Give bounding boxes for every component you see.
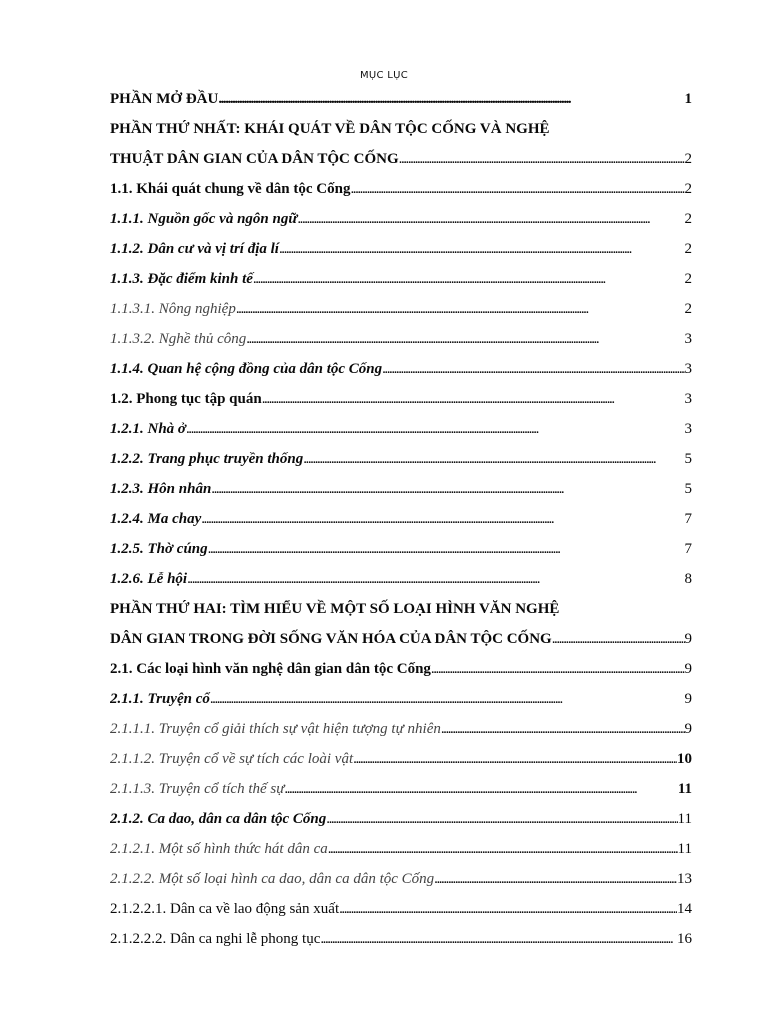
dot-leader — [303, 450, 684, 468]
toc-entry[interactable] — [110, 176, 692, 198]
toc-entry-title: PHẦN THỨ NHẤT: KHÁI QUÁT VỀ DÂN TỘC CỐNG VÀ NGHỆ — [110, 121, 550, 137]
toc-entry-page: 11 — [677, 841, 692, 857]
toc-entry-page: 3 — [684, 331, 692, 347]
dot-leader — [350, 180, 684, 198]
toc-entry[interactable] — [110, 416, 692, 438]
toc-entry-title: 2.1.1.2. Truyện cổ về sự tích các loài vật — [110, 751, 354, 767]
toc-entry-page: 7 — [684, 511, 692, 527]
toc-entry-title: 1.1.3. Đặc điểm kinh tế — [110, 271, 253, 287]
dot-leader — [552, 630, 685, 648]
toc-entry[interactable] — [110, 596, 692, 618]
toc-entry-page: 3 — [684, 391, 692, 407]
toc-entry-title: 1.2. Phong tục tập quán — [110, 391, 262, 407]
dot-leader — [186, 420, 685, 438]
dot-leader — [187, 570, 684, 588]
dot-leader — [297, 210, 684, 228]
toc-entry-page: 2 — [684, 271, 692, 287]
toc-entry-title: 1.2.3. Hôn nhân — [110, 481, 212, 497]
dot-leader — [218, 90, 684, 108]
toc-entry-title: 2.1.2.2.1. Dân ca về lao động sản xuất — [110, 901, 340, 917]
toc-entry-title: 2.1.2.2. Một số loại hình ca dao, dân ca dân tộc Cống — [110, 871, 435, 887]
toc-entry[interactable] — [110, 686, 692, 708]
toc-entry-title: 1.1.1. Nguồn gốc và ngôn ngữ — [110, 211, 298, 227]
toc-entry[interactable] — [110, 356, 692, 378]
toc-entry[interactable] — [110, 506, 692, 528]
toc-entry-page: 13 — [677, 871, 692, 887]
toc-entry-title: 1.1.4. Quan hệ cộng đồng của dân tộc Cống — [110, 361, 383, 377]
toc-entry[interactable] — [110, 206, 692, 228]
toc-entry-title: PHẦN THỨ HAI: TÌM HIỂU VỀ MỘT SỐ LOẠI HÌNH VĂN NGHỆ — [110, 601, 560, 617]
toc-entry[interactable] — [110, 296, 692, 318]
dot-leader — [353, 750, 677, 768]
toc-entry-page: 2 — [684, 151, 692, 167]
toc-entry-page: 1 — [684, 91, 692, 107]
toc-entry[interactable] — [110, 116, 692, 138]
toc-entry[interactable] — [110, 236, 692, 258]
dot-leader — [434, 870, 677, 888]
toc-entry-title: THUẬT DÂN GIAN CỦA DÂN TỘC CỐNG — [110, 151, 399, 167]
toc-entry-title: DÂN GIAN TRONG ĐỜI SỐNG VĂN HÓA CỦA DÂN TỘC CỐNG — [110, 631, 552, 647]
dot-leader — [253, 270, 685, 288]
toc-entry-page: 2 — [684, 181, 692, 197]
toc-entry[interactable] — [110, 656, 692, 678]
dot-leader — [399, 150, 685, 168]
dot-leader — [262, 390, 685, 408]
dot-leader — [279, 240, 685, 258]
dot-leader — [326, 810, 677, 828]
dot-leader — [201, 510, 684, 528]
toc-entry-title: 2.1. Các loại hình văn nghệ dân gian dân tộc Cống — [110, 661, 431, 677]
dot-leader — [382, 360, 684, 378]
toc-heading: MỤC LỤC — [359, 70, 409, 81]
toc-entry-title: 1.1.3.1. Nông nghiệp — [110, 301, 236, 317]
toc-entry-page: 5 — [684, 481, 692, 497]
toc-entry-page: 16 — [677, 931, 692, 947]
toc-entry-title: 1.1.2. Dân cư và vị trí địa lí — [110, 241, 279, 257]
toc-entry-page: 14 — [677, 901, 692, 917]
toc-entry-page: 2 — [684, 301, 692, 317]
dot-leader — [208, 540, 685, 558]
toc-entry[interactable] — [110, 476, 692, 498]
dot-leader — [211, 480, 684, 498]
toc-entry-page: 9 — [684, 691, 692, 707]
toc-entry-page: 2 — [684, 241, 692, 257]
toc-entry[interactable] — [110, 266, 692, 288]
dot-leader — [246, 330, 684, 348]
toc-entry-page: 7 — [684, 541, 692, 557]
dot-leader — [210, 690, 685, 708]
toc-entry[interactable] — [110, 776, 692, 798]
toc-entry-title: 1.2.1. Nhà ở — [110, 421, 186, 437]
toc-entry[interactable] — [110, 746, 692, 768]
toc-entry-title: 2.1.1.3. Truyện cổ tích thế sự — [110, 781, 285, 797]
toc-entry-title: 2.1.2.1. Một số hình thức hát dân ca — [110, 841, 328, 857]
toc-entry-page: 10 — [677, 751, 692, 767]
toc-entry-title: 1.1.3.2. Nghề thủ công — [110, 331, 247, 347]
toc-entry[interactable] — [110, 716, 692, 738]
toc-entry[interactable] — [110, 536, 692, 558]
toc-entry-title: 1.2.6. Lễ hội — [110, 571, 188, 587]
toc-entry-page: 3 — [684, 361, 692, 377]
toc-entry-title: 2.1.1.1. Truyện cổ giải thích sự vật hiện tượng tự nhiên — [110, 721, 441, 737]
toc-entry[interactable] — [110, 896, 692, 918]
toc-entry[interactable] — [110, 836, 692, 858]
toc-entry-title: 2.1.2. Ca dao, dân ca dân tộc Cống — [110, 811, 327, 827]
toc-entry[interactable] — [110, 626, 692, 648]
toc-entry[interactable] — [110, 386, 692, 408]
toc-entry-title: 1.2.4. Ma chay — [110, 511, 202, 527]
toc-entry-title: 1.1. Khái quát chung về dân tộc Cống — [110, 181, 351, 197]
toc-entry-page: 2 — [684, 211, 692, 227]
toc-entry[interactable] — [110, 566, 692, 588]
dot-leader — [320, 930, 677, 948]
toc-entry-page: 11 — [677, 781, 692, 797]
toc-entry-page: 5 — [684, 451, 692, 467]
toc-entry[interactable] — [110, 926, 692, 948]
toc-entry-title: 1.2.5. Thờ cúng — [110, 541, 208, 557]
toc-entry[interactable] — [110, 326, 692, 348]
toc-entry[interactable] — [110, 86, 692, 108]
toc-entry-page: 9 — [684, 721, 692, 737]
toc-entry-page: 9 — [684, 661, 692, 677]
toc-entry-page: 9 — [684, 631, 692, 647]
dot-leader — [441, 720, 685, 738]
toc-entry-title: 2.1.1. Truyện cổ — [110, 691, 210, 707]
dot-leader — [328, 840, 678, 858]
dot-leader — [236, 300, 685, 318]
dot-leader — [431, 660, 685, 678]
toc-entry[interactable] — [110, 866, 692, 888]
toc-entry-page: 8 — [684, 571, 692, 587]
dot-leader — [284, 780, 677, 798]
toc-entry-page: 11 — [677, 811, 692, 827]
toc-entry[interactable] — [110, 446, 692, 468]
toc-entry-title: 2.1.2.2.2. Dân ca nghi lễ phong tục — [110, 931, 321, 947]
toc-entry-page: 3 — [684, 421, 692, 437]
dot-leader — [339, 900, 677, 918]
toc-entry[interactable] — [110, 146, 692, 168]
toc-entry[interactable] — [110, 806, 692, 828]
toc-entry-title: 1.2.2. Trang phục truyền thống — [110, 451, 304, 467]
toc-entry-title: PHẦN MỞ ĐẦU — [110, 91, 219, 107]
